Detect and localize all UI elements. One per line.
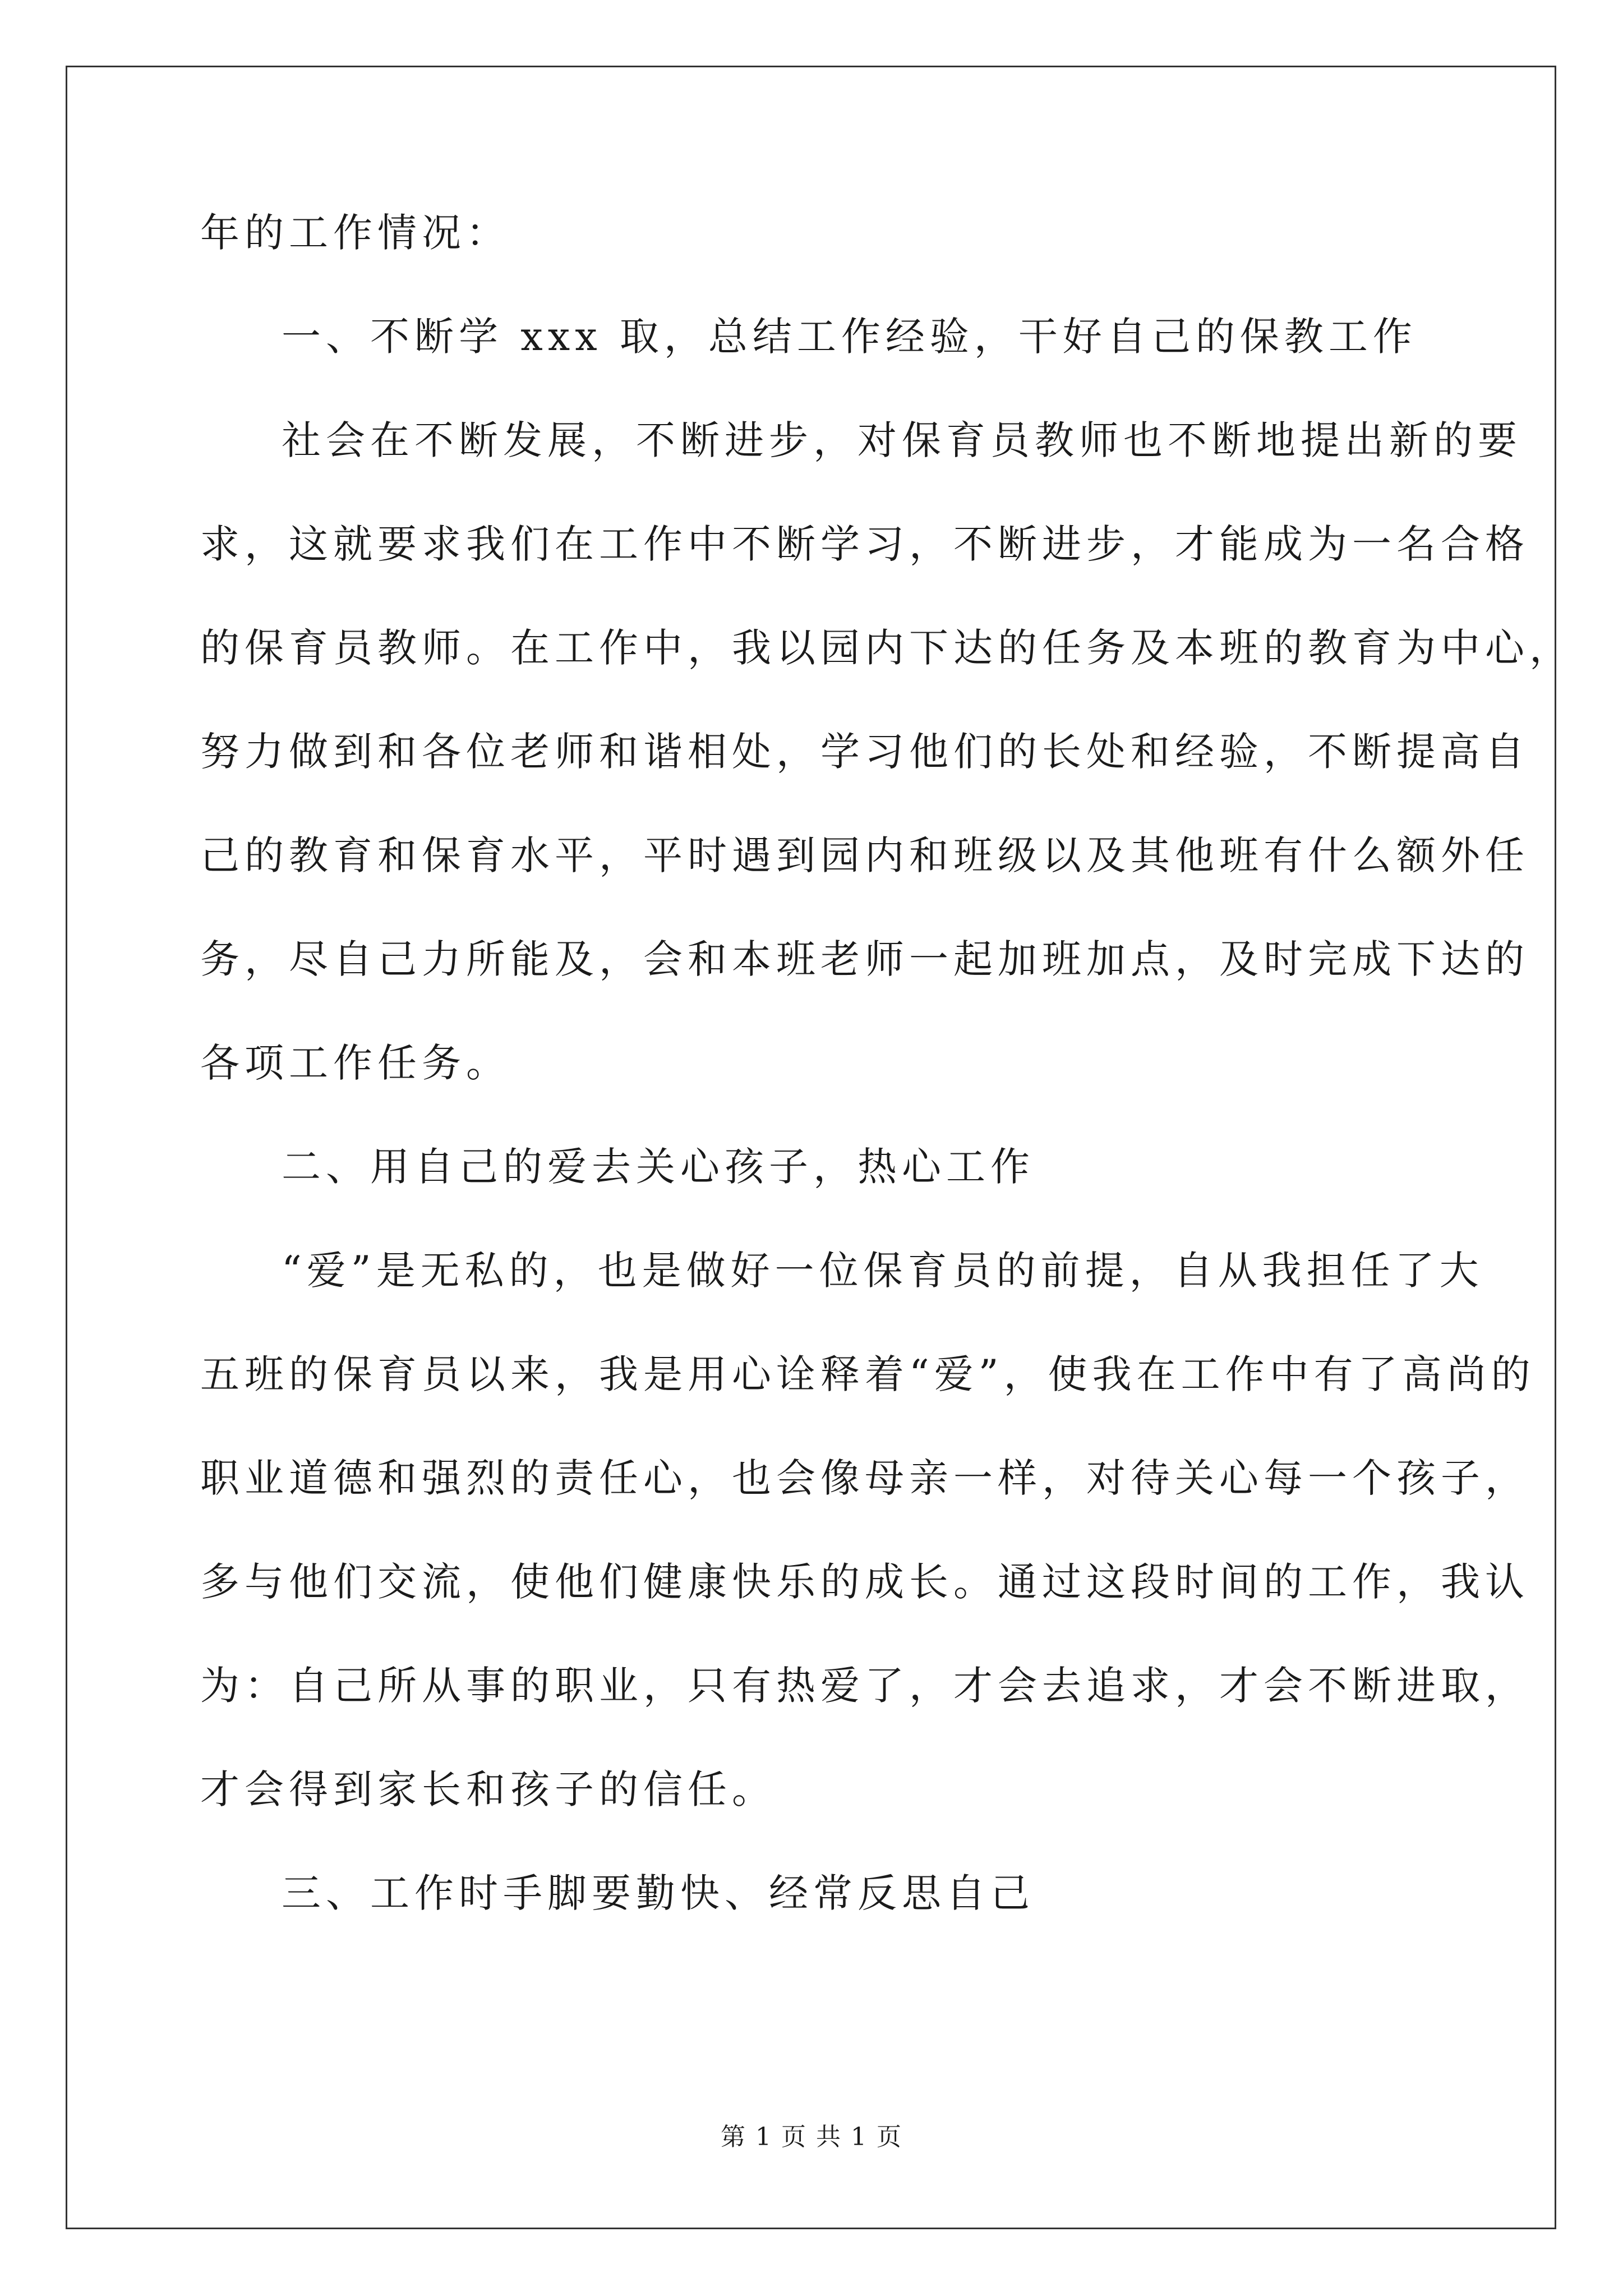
text-line: 务，尽自己力所能及，会和本班老师一起加班加点，及时完成下达的 [200,936,1529,982]
text-line: 年的工作情况： [200,210,510,256]
page-number-footer: 第 1 页 共 1 页 [721,2123,902,2151]
text-line: 职业道德和强烈的责任心，也会像母亲一样，对待关心每一个孩子， [200,1455,1529,1501]
text-line: 己的教育和保育水平，平时遇到园内和班级以及其他班有什么额外任 [200,832,1529,878]
section-heading-1: 一、不断学 xxx 取，总结工作经验，干好自己的保教工作 [282,314,1417,360]
text-line: “爱”是无私的，也是做好一位保育员的前提，自从我担任了大 [282,1248,1484,1294]
text-line: 才会得到家长和孩子的信任。 [200,1766,776,1812]
text-line: 的保育员教师。在工作中，我以园内下达的任务及本班的教育为中心， [200,625,1574,671]
text-line: 努力做到和各位老师和谐相处，学习他们的长处和经验，不断提高自 [200,729,1529,775]
text-line: 为：自己所从事的职业，只有热爱了，才会去追求，才会不断进取， [200,1663,1529,1709]
text-line: 求，这就要求我们在工作中不断学习，不断进步，才能成为一名合格 [200,521,1529,567]
text-line: 多与他们交流，使他们健康快乐的成长。通过这段时间的工作，我认 [200,1559,1529,1605]
text-line: 社会在不断发展，不断进步，对保育员教师也不断地提出新的要 [282,417,1522,463]
section-heading-2: 二、用自己的爱去关心孩子，热心工作 [282,1144,1035,1190]
text-line: 各项工作任务。 [200,1040,510,1086]
text-line: 五班的保育员以来，我是用心诠释着“爱”，使我在工作中有了高尚的 [200,1351,1536,1397]
section-heading-3: 三、工作时手脚要勤快、经常反思自己 [282,1870,1035,1916]
